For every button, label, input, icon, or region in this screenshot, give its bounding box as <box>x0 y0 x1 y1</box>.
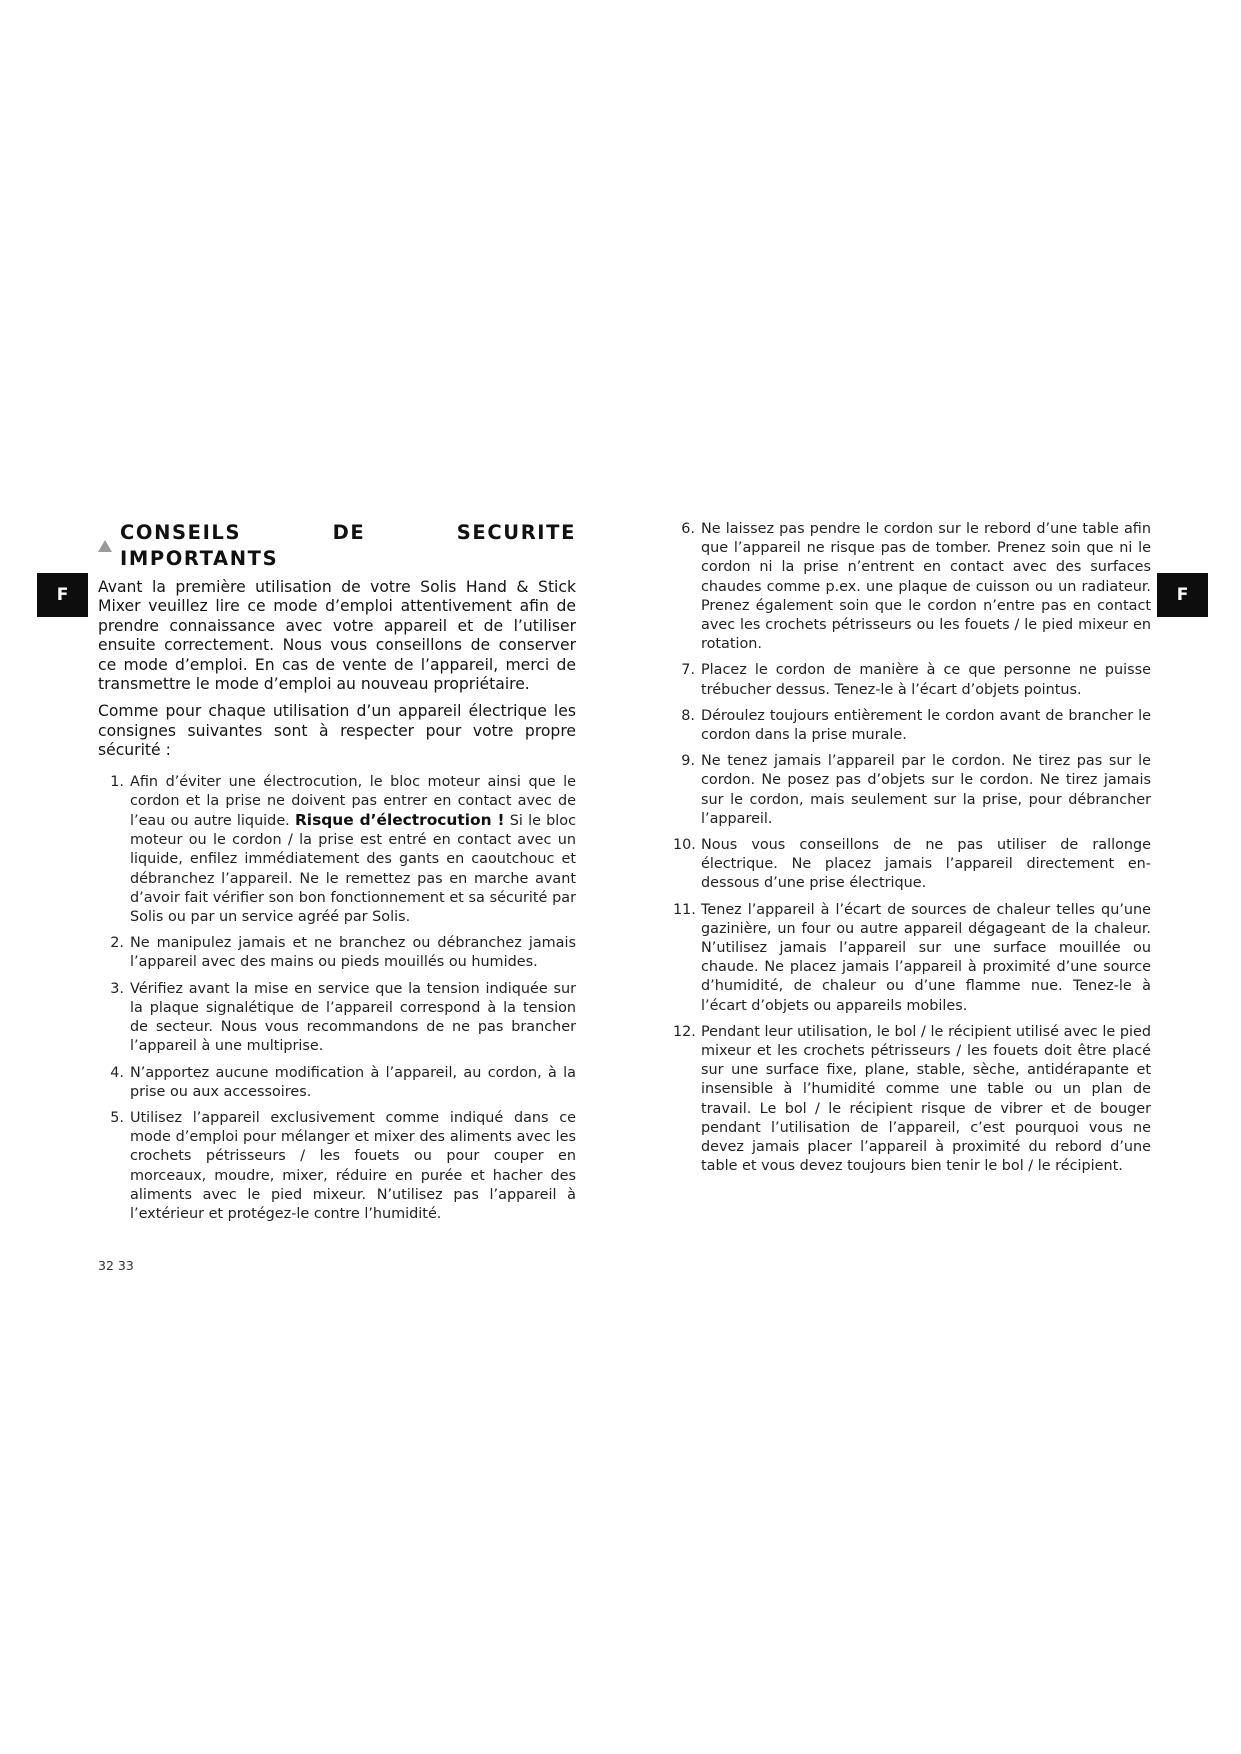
item-text: Déroulez toujours entièrement le cordon avant de brancher le cordon dans la prise murale. <box>701 707 1151 744</box>
item-number: 1. <box>110 773 124 790</box>
item-text: Pendant leur utilisation, le bol / le récipient utilisé avec le pied mixeur et les crochets pétrisseurs / les fouets doit être placé sur une surface fixe, plane, stable, sèche, antidérapante et insensible à l’humidité comme une table ou un plan de travail. Le bol / le récipient risque de vibrer et de bouger pendant l’utilisation de l’appareil, c’est pourquoi vous ne devez jamais placer l’appareil à proximité du rebord d’une table et vous devez toujours bien tenir le bol / le récipient. <box>701 1023 1151 1175</box>
list-item <box>673 707 1151 745</box>
item-number: 2. <box>110 935 124 952</box>
item-text: Ne tenez jamais l’appareil par le cordon. Ne tirez pas sur le cordon. Ne posez pas d’objets sur le cordon. Ne tirez jamais sur le cordon, mais seulement sur la prise, pour débrancher l’appareil. <box>701 753 1151 827</box>
list-item <box>673 752 1151 829</box>
list-item <box>104 1064 576 1102</box>
language-tab-right: F <box>1157 573 1208 617</box>
item-number: 4. <box>110 1064 124 1081</box>
item-text: Utilisez l’appareil exclusivement comme indiqué dans ce mode d’emploi pour mélanger et mixer des aliments avec les crochets pétrisseurs / les fouets ou pour couper en morceaux, moudre, mixer, réduire en purée et hacher des aliments avec le pied mixeur. N’utilisez pas l’appareil à l’extérieur et protégez-le contre l’humidité. <box>130 1109 576 1222</box>
left-column <box>98 520 576 1231</box>
item-number: 11. <box>673 901 696 918</box>
item-text: N’apportez aucune modification à l’appareil, au cordon, à la prise ou aux accessoires. <box>130 1064 576 1100</box>
item-text: Nous vous conseillons de ne pas utiliser de rallonge électrique. Ne placez jamais l’appareil directement en-dessous d’une prise électrique. <box>701 837 1151 892</box>
warning-triangle-icon <box>98 540 112 552</box>
page-numbers: 32 33 <box>98 1258 134 1273</box>
item-number: 7. <box>681 662 695 679</box>
list-item <box>673 661 1151 699</box>
intro-paragraph-1: Avant la première utilisation de votre Solis Hand & Stick Mixer veuillez lire ce mode d’emploi attentivement afin de prendre connaissance avec votre appareil et de l’utiliser ensuite correctement. Nous vous conseillons de conserver ce mode d’emploi. En cas de vente de l’appareil, merci de transmettre le mode d’emploi au nouveau propriétaire. <box>98 578 576 694</box>
item-number: 10. <box>673 837 696 854</box>
item-text-part: Si le bloc moteur ou le cordon / la prise est entré en contact avec un liquide, enfilez immédiatement des gants en caoutchouc et débranchez l’appareil. Ne le remettez pas en marche avant d’avoir fait vérifier son bon fonctionnement et sa sécurité par Solis ou par un service agréé par Solis. <box>130 813 577 926</box>
item-text: Placez le cordon de manière à ce que personne ne puisse trébucher dessus. Tenez-le à l’écart d’objets pointus. <box>701 662 1151 698</box>
item-text: Vérifiez avant la mise en service que la tension indiquée sur la plaque signalétique de l’appareil correspond à la tension de secteur. Nous vous recommandons de ne pas brancher l’appareil à une multiprise. <box>130 980 576 1055</box>
list-item <box>104 934 576 972</box>
item-text: Tenez l’appareil à l’écart de sources de chaleur telles qu’une gazinière, un four ou autre appareil dégageant de la chaleur. N’utilisez jamais l’appareil sur une surface mouillée ou chaude. Ne placez jamais l’appareil à proximité d’une source d’humidité, de chaleur ou d’une flamme nue. Tenez-le à l’écart d’objets ou appareils mobiles. <box>701 901 1151 1014</box>
item-number: 8. <box>681 707 695 724</box>
safety-list-right <box>673 520 1151 1177</box>
item-number: 3. <box>110 980 124 997</box>
list-item <box>673 836 1151 894</box>
list-item <box>104 1109 576 1224</box>
item-text: Ne manipulez jamais et ne branchez ou débranchez jamais l’appareil avec des mains ou pieds mouillés ou humides. <box>130 935 576 971</box>
section-heading <box>98 520 576 572</box>
item-warning-emphasis: Risque d’électrocution ! <box>294 811 505 830</box>
list-item <box>673 1023 1151 1177</box>
item-text-part: Afin d’éviter une électrocution, le bloc moteur ainsi que le cordon et la prise ne doivent pas entrer en contact avec de l’eau ou autre liquide. <box>130 773 576 830</box>
list-item <box>673 901 1151 1016</box>
intro-paragraph-2: Comme pour chaque utilisation d’un appareil électrique les consignes suivantes sont à respecter pour votre propre sécurité : <box>98 702 576 760</box>
item-number: 6. <box>681 521 695 537</box>
list-item <box>104 773 576 928</box>
item-text: Ne laissez pas pendre le cordon sur le rebord d’une table afin que l’appareil ne risque pas de tomber. Prenez soin que ni le cordon ni la prise n’entrent en contact avec des surfaces chaudes comme p.ex. une plaque de cuisson ou un radiateur. Prenez également soin que le cordon n’entre pas en contact avec les crochets pétrisseurs ou les fouets / le pied mixeur en rotation. <box>701 521 1151 653</box>
language-tab-left: F <box>37 573 88 617</box>
item-number: 5. <box>110 1109 124 1126</box>
item-text <box>130 773 576 928</box>
section-title: CONSEILS DE SECURITE IMPORTANTS <box>120 521 576 570</box>
item-number: 12. <box>673 1023 696 1040</box>
right-column <box>673 520 1151 1184</box>
list-item <box>104 980 576 1057</box>
list-item <box>673 520 1151 654</box>
item-number: 9. <box>681 753 695 770</box>
safety-list-left <box>104 773 576 1224</box>
